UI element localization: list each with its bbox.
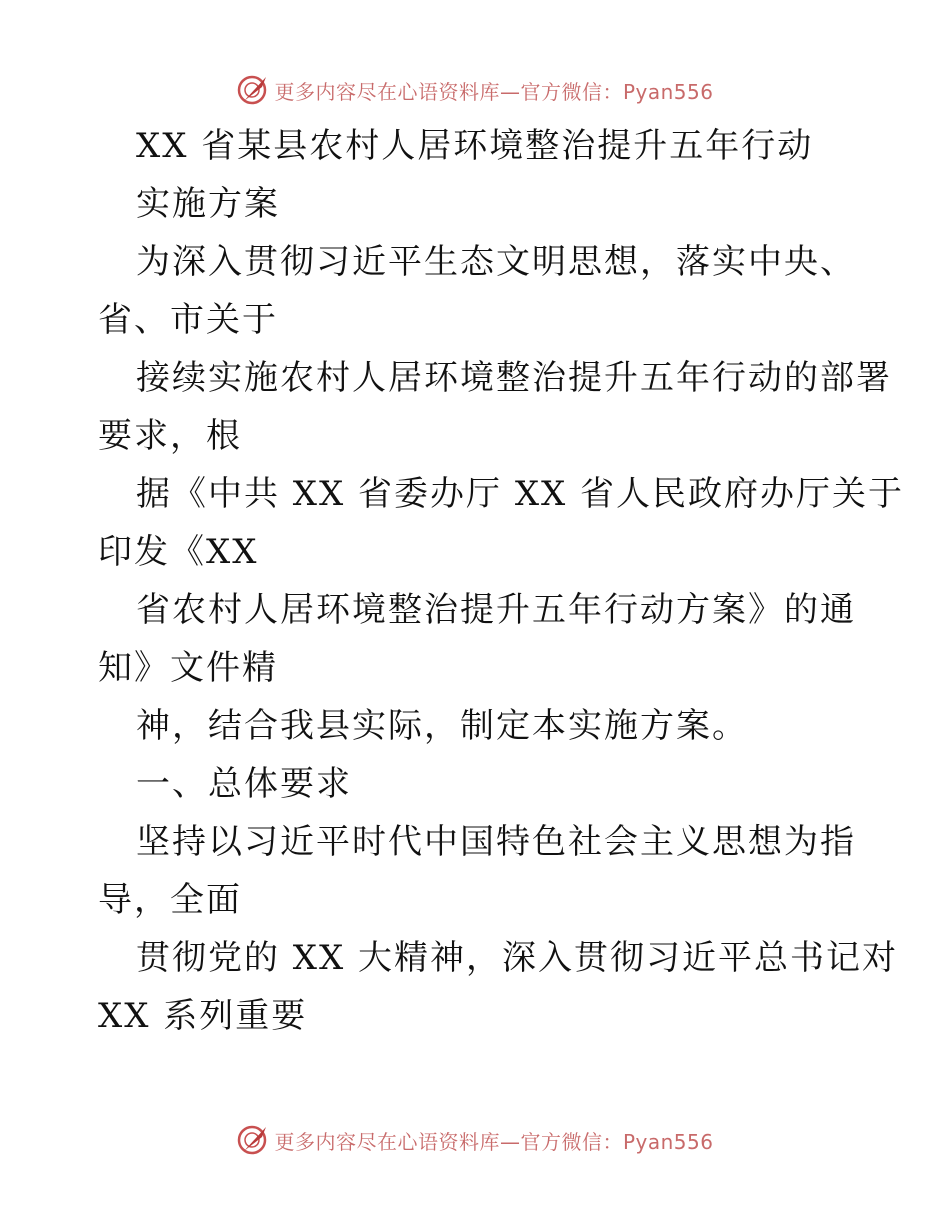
doc-line: 要求，根 [98, 416, 242, 456]
watermark-text: 更多内容尽在心语资料库—官方微信：Pyan556 [274, 79, 714, 104]
doc-line: 据《中共 XX 省委办厅 XX 省人民政府办厅关于 [136, 474, 905, 514]
doc-line: 知》文件精 [98, 648, 278, 688]
doc-line: 省、市关于 [98, 300, 278, 340]
quill-logo-icon [236, 73, 270, 107]
doc-line: 为深入贯彻习近平生态文明思想，落实中央、 [136, 242, 856, 282]
header-watermark-banner [0, 70, 950, 110]
doc-line: 贯彻党的 XX 大精神，深入贯彻习近平总书记对 [136, 938, 899, 978]
watermark-text: 更多内容尽在心语资料库—官方微信：Pyan556 [274, 1129, 714, 1154]
doc-line: 导，全面 [98, 880, 242, 920]
doc-line: 神，结合我县实际，制定本实施方案。 [136, 706, 748, 746]
doc-line: 实施方案 [136, 184, 280, 224]
doc-line: 一、总体要求 [136, 764, 352, 804]
doc-line: 坚持以习近平时代中国特色社会主义思想为指 [136, 822, 856, 862]
doc-line: XX 系列重要 [98, 996, 308, 1036]
doc-line: 接续实施农村人居环境整治提升五年行动的部署 [136, 358, 892, 398]
footer-watermark-banner [0, 1120, 950, 1160]
doc-line: XX 省某县农村人居环境整治提升五年行动 [136, 126, 814, 166]
doc-line: 印发《XX [98, 532, 259, 572]
quill-logo-icon [236, 1123, 270, 1157]
doc-line: 省农村人居环境整治提升五年行动方案》的通 [136, 590, 856, 630]
